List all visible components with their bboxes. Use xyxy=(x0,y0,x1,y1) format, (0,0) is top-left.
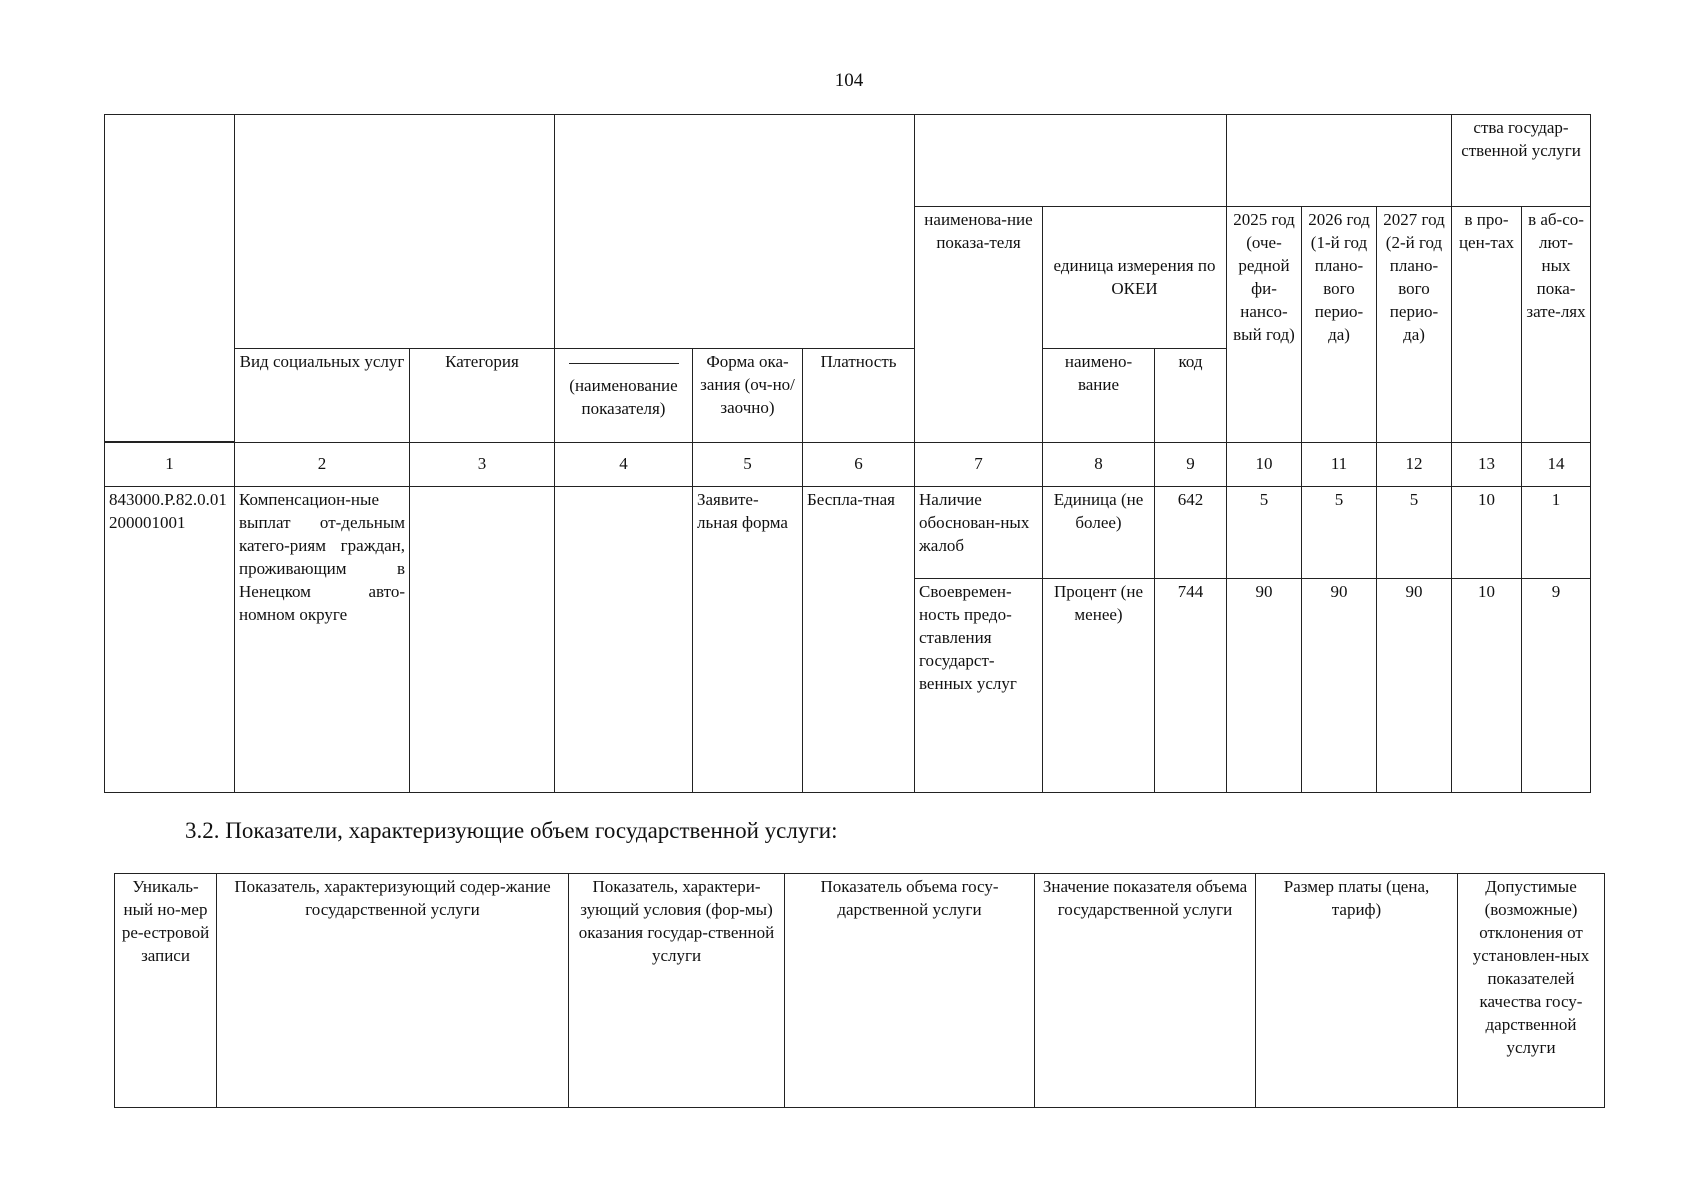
indicator-name: Своевремен-ность предо-ставления государст-венных услуг xyxy=(915,579,1043,793)
column-number: 6 xyxy=(803,443,915,487)
volume-header-conditions: Показатель, характери-зующий условия (фор-мы) оказания государ-ственной услуги xyxy=(569,874,785,1108)
deviation-percent: 10 xyxy=(1452,487,1522,579)
column-number: 13 xyxy=(1452,443,1522,487)
header-blank-values xyxy=(1227,115,1452,207)
header-okei-unit: единица измерения по ОКЕИ xyxy=(1043,207,1227,349)
deviation-absolute: 1 xyxy=(1522,487,1591,579)
header-deviation-absolute: в аб-со-лют-ных пока-зате-лях xyxy=(1522,207,1591,443)
service-type: Компенсацион-ные выплат от-дельным катего-риям граждан, проживающим в Ненецком авто-номном округе xyxy=(235,487,410,793)
column-number: 5 xyxy=(693,443,803,487)
header-blank-conditions xyxy=(555,115,915,349)
column-number: 1 xyxy=(105,443,235,487)
header-blank-indicator xyxy=(915,115,1227,207)
volume-header-row xyxy=(115,874,1605,1108)
blank-line xyxy=(569,351,679,364)
column-number: 2 xyxy=(235,443,410,487)
indicator-code: 744 xyxy=(1155,579,1227,793)
category-cell xyxy=(410,487,555,793)
table-row xyxy=(105,487,1591,579)
value-2027: 5 xyxy=(1377,487,1452,579)
form-cell: Заявите-льная форма xyxy=(693,487,803,793)
value-2025: 90 xyxy=(1227,579,1302,793)
header-year-2025: 2025 год (оче-редной фи-нансо-вый год) xyxy=(1227,207,1302,443)
column-number: 12 xyxy=(1377,443,1452,487)
column-number: 11 xyxy=(1302,443,1377,487)
volume-header-volume-value: Значение показателя объема государственной услуги xyxy=(1035,874,1256,1108)
volume-header-volume-indicator: Показатель объема госу-дарственной услуги xyxy=(785,874,1035,1108)
column-numbers-row xyxy=(105,443,1591,487)
header-blank-col1 xyxy=(105,115,235,442)
header-deviation-percent: в про-цен-тах xyxy=(1452,207,1522,443)
header-unit-name: наимено-вание xyxy=(1043,349,1155,443)
header-payment: Платность xyxy=(803,349,915,443)
header-category: Категория xyxy=(410,349,555,443)
column-number: 3 xyxy=(410,443,555,487)
column-number: 8 xyxy=(1043,443,1155,487)
value-2026: 5 xyxy=(1302,487,1377,579)
header-blank-content xyxy=(235,115,555,349)
column-number: 7 xyxy=(915,443,1043,487)
column-number: 9 xyxy=(1155,443,1227,487)
section-heading: 3.2. Показатели, характеризующие объем государственной услуги: xyxy=(185,818,838,843)
registry-number: 843000.Р.82.0.01200001001 xyxy=(105,487,235,793)
indicator-code: 642 xyxy=(1155,487,1227,579)
indicator-name-cell xyxy=(555,487,693,793)
value-2025: 5 xyxy=(1227,487,1302,579)
volume-header-fee: Размер платы (цена, тариф) xyxy=(1256,874,1458,1108)
header-indicator-blank xyxy=(555,349,693,443)
column-number: 10 xyxy=(1227,443,1302,487)
payment-cell: Бесплa-тная xyxy=(803,487,915,793)
quality-indicators-table xyxy=(104,114,1591,793)
volume-indicators-table xyxy=(114,873,1605,1108)
deviation-absolute: 9 xyxy=(1522,579,1591,793)
indicator-unit: Единица (не более) xyxy=(1043,487,1155,579)
header-deviation-continued: ства государ-ственной услуги xyxy=(1452,115,1591,207)
header-service-type: Вид социальных услуг xyxy=(235,349,410,443)
page-number: 104 xyxy=(834,70,864,91)
header-indicator-name: наименова-ние показа-теля xyxy=(915,207,1043,443)
header-year-2027: 2027 год (2-й год плано-вого перио-да) xyxy=(1377,207,1452,443)
header-year-2026: 2026 год (1-й год плано-вого перио-да) xyxy=(1302,207,1377,443)
indicator-unit: Процент (не менее) xyxy=(1043,579,1155,793)
volume-header-deviation: Допустимые (возможные) отклонения от установлен-ных показателей качества госу-дарственной услуги xyxy=(1458,874,1605,1108)
column-number: 14 xyxy=(1522,443,1591,487)
value-2027: 90 xyxy=(1377,579,1452,793)
volume-header-content: Показатель, характеризующий содер-жание государственной услуги xyxy=(217,874,569,1108)
deviation-percent: 10 xyxy=(1452,579,1522,793)
header-indicator-caption: (наименование показателя) xyxy=(569,375,678,418)
volume-header-registry: Уникаль-ный но-мер ре-естровой записи xyxy=(115,874,217,1108)
header-unit-code: код xyxy=(1155,349,1227,443)
value-2026: 90 xyxy=(1302,579,1377,793)
header-form: Форма ока-зания (оч-но/заочно) xyxy=(693,349,803,443)
indicator-name: Наличие обоснован-ных жалоб xyxy=(915,487,1043,579)
column-number: 4 xyxy=(555,443,693,487)
